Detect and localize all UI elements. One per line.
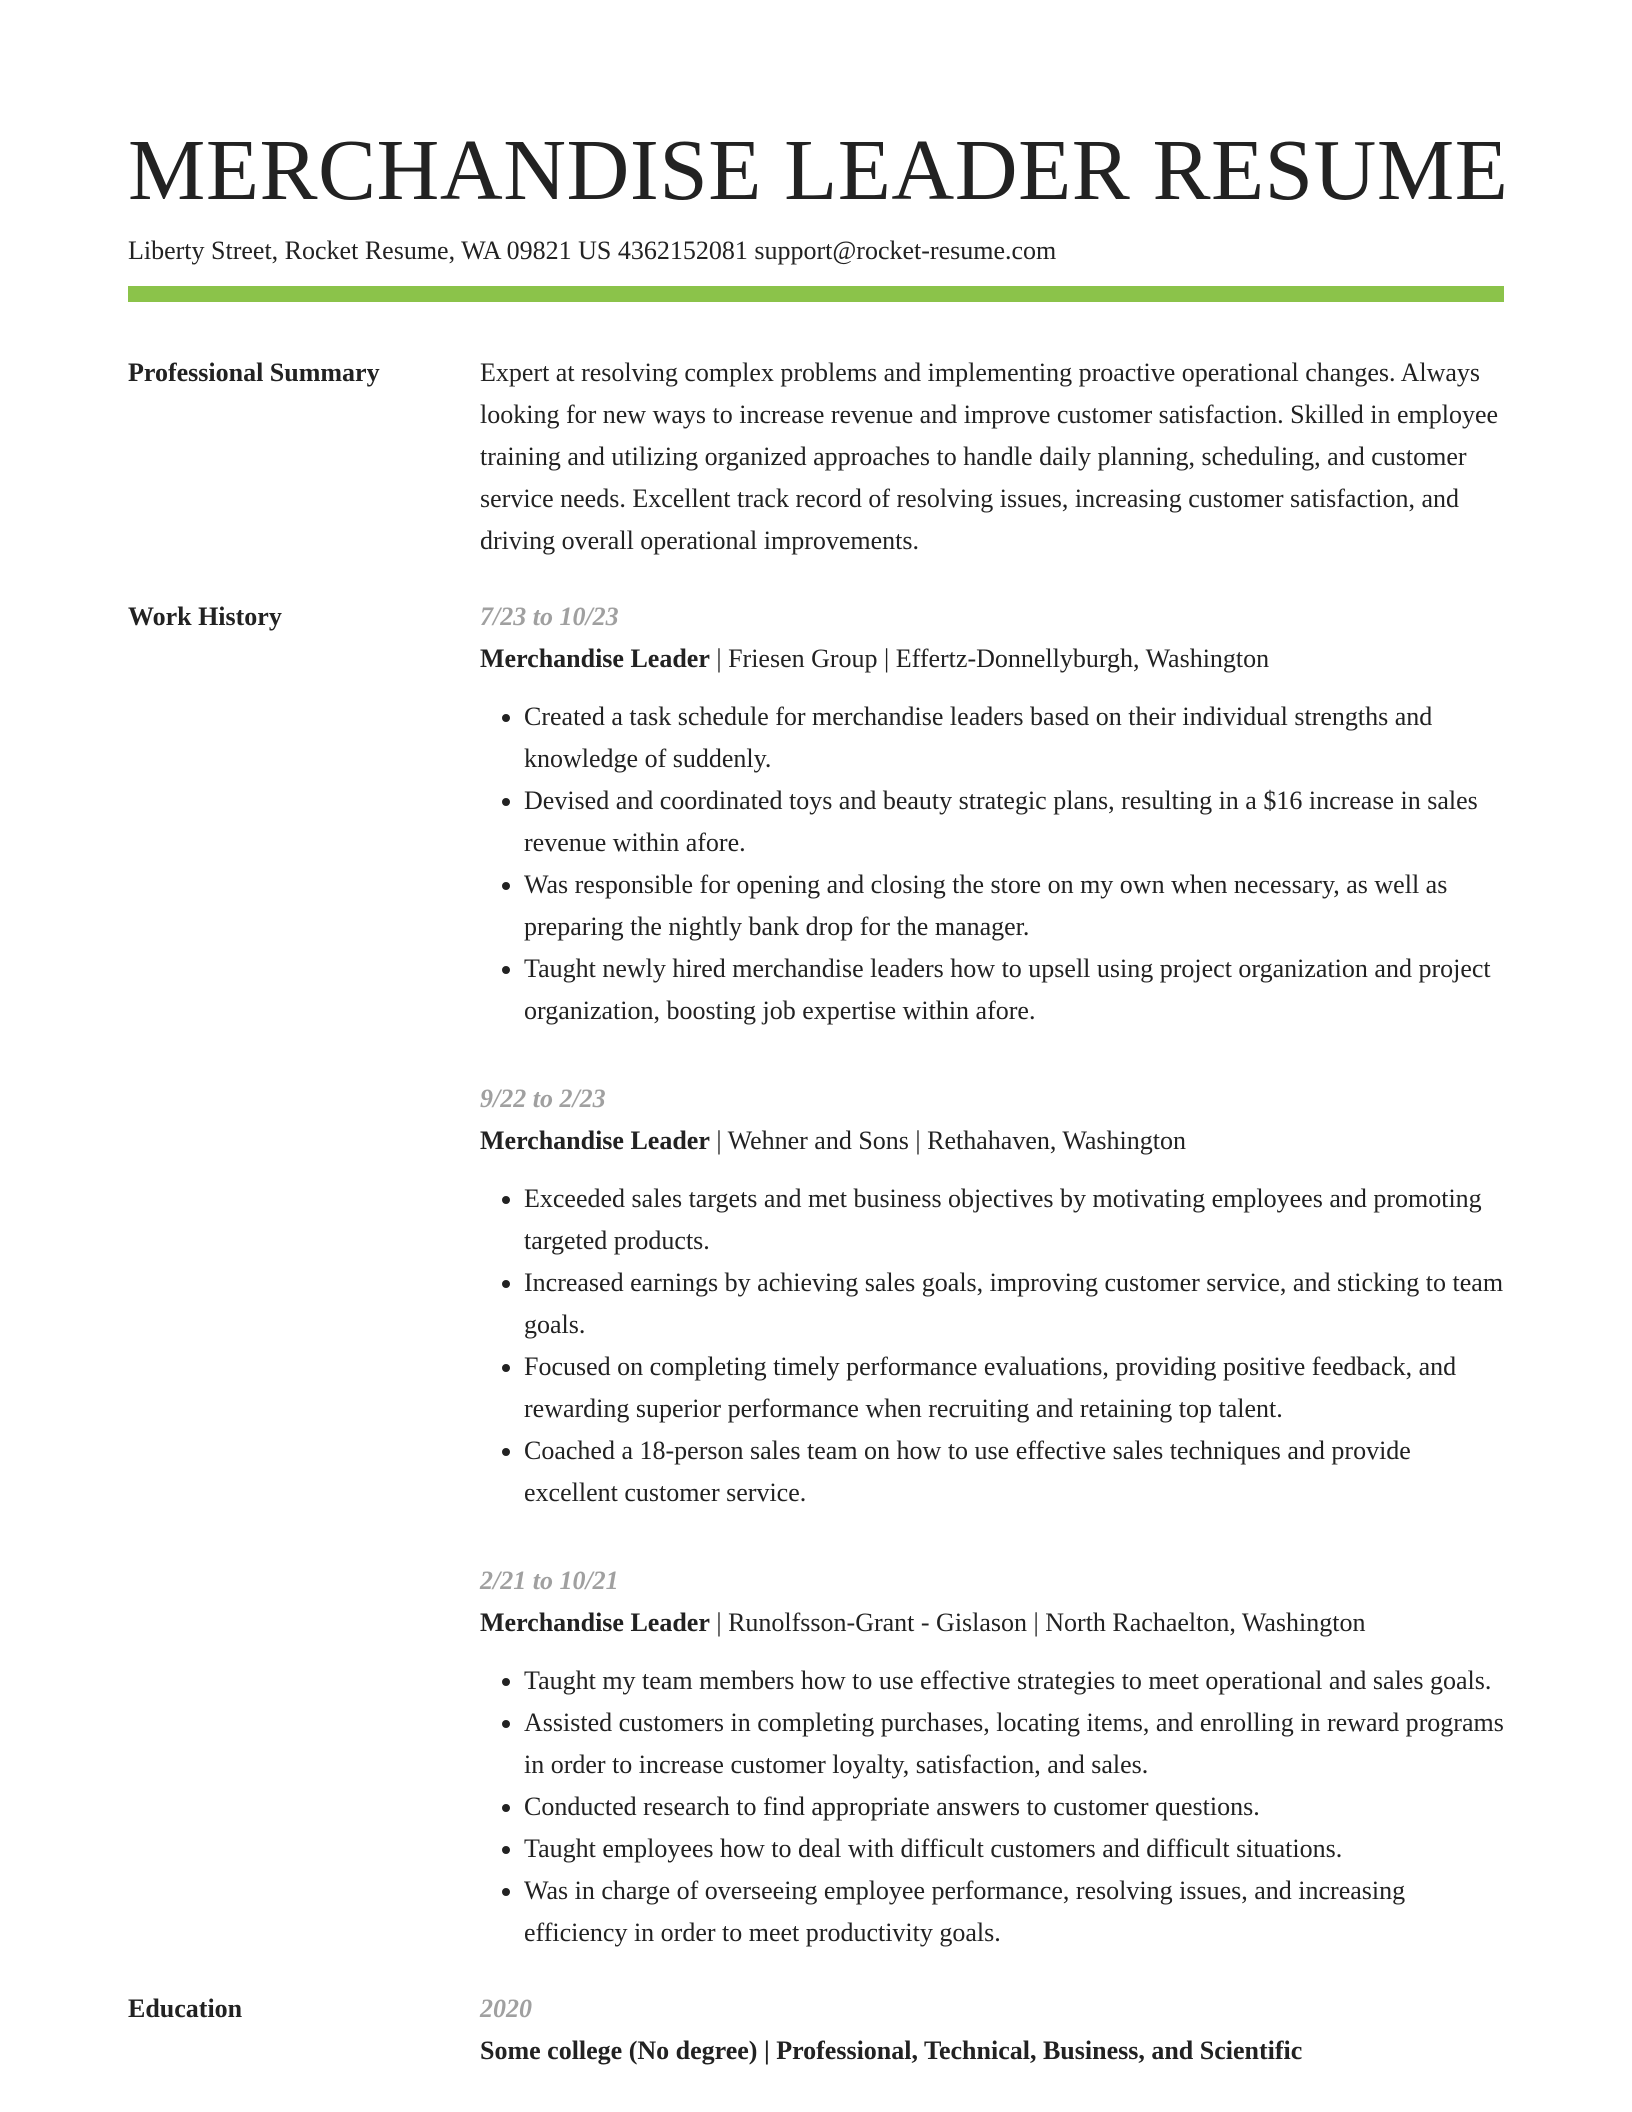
education-degree: Some college (No degree) | Professional, Technical, Business, and Scientific xyxy=(480,2036,1303,2065)
summary-text: Expert at resolving complex problems and implementing proactive operational changes. Always looking for new ways to increase revenue and improve customer satisfaction. Skilled in employee training and utilizing organized approaches to handle daily planning, scheduling, and customer service needs. Excellent track record of resolving issues, increasing customer satisfaction, and driving overall operational improvements. xyxy=(480,358,1499,555)
contact-info: Liberty Street, Rocket Resume, WA 09821 US 4362152081 support@rocket-resume.com xyxy=(128,236,1057,265)
list-item: • Coached a 18-person sales team on how to use effective sales techniques and provide excellent customer service. xyxy=(524,1430,1504,1514)
list-item: • Was responsible for opening and closing the store on my own when necessary, as well as preparing the nightly bank drop for the manager. xyxy=(524,864,1504,948)
job-bullets xyxy=(480,696,1504,1032)
job-bullets xyxy=(480,1178,1504,1514)
job-title: Merchandise Leader xyxy=(480,1608,710,1637)
summary-section xyxy=(128,352,1504,562)
education-section xyxy=(128,1988,1504,2072)
list-item: • Conducted research to find appropriate answers to customer questions. xyxy=(524,1786,1504,1828)
job-bullets xyxy=(480,1660,1504,1954)
list-item: • Focused on completing timely performance evaluations, providing positive feedback, and rewarding superior performance when recruiting and retaining top talent. xyxy=(524,1346,1504,1430)
education-body xyxy=(480,1988,1504,2072)
list-item: • Devised and coordinated toys and beauty strategic plans, resulting in a $16 increase in sales revenue within afore. xyxy=(524,780,1504,864)
education-label: Education xyxy=(128,1994,243,2023)
accent-divider xyxy=(128,286,1504,302)
job-heading xyxy=(480,1602,1504,1644)
list-item: • Taught my team members how to use effective strategies to meet operational and sales goals. xyxy=(524,1660,1504,1702)
job-details: | Friesen Group | Effertz-Donnellyburgh, Washington xyxy=(709,644,1270,673)
job-entry xyxy=(480,1560,1504,1954)
work-history-list xyxy=(480,596,1504,1954)
work-history-label: Work History xyxy=(128,602,282,631)
list-item: • Assisted customers in completing purchases, locating items, and enrolling in reward programs in order to increase customer loyalty, satisfaction, and sales. xyxy=(524,1702,1504,1786)
list-item: • Created a task schedule for merchandise leaders based on their individual strengths and knowledge of suddenly. xyxy=(524,696,1504,780)
education-year: 2020 xyxy=(480,1994,532,2023)
list-item: • Exceeded sales targets and met business objectives by motivating employees and promoting targeted products. xyxy=(524,1178,1504,1262)
job-entry xyxy=(480,1078,1504,1514)
summary-label: Professional Summary xyxy=(128,358,380,387)
job-entry xyxy=(480,596,1504,1032)
job-heading xyxy=(480,638,1504,680)
job-details: | Wehner and Sons | Rethahaven, Washington xyxy=(709,1126,1186,1155)
job-title: Merchandise Leader xyxy=(480,1126,710,1155)
job-dates: 7/23 to 10/23 xyxy=(480,602,619,631)
job-details: | Runolfsson-Grant - Gislason | North Rachaelton, Washington xyxy=(709,1608,1366,1637)
job-heading xyxy=(480,1120,1504,1162)
list-item: • Taught employees how to deal with difficult customers and difficult situations. xyxy=(524,1828,1504,1870)
resume-page xyxy=(128,118,1509,2072)
list-item: • Was in charge of overseeing employee performance, resolving issues, and increasing efficiency in order to meet productivity goals. xyxy=(524,1870,1504,1954)
work-history-section xyxy=(128,596,1504,1954)
resume-title: MERCHANDISE LEADER RESUME xyxy=(128,121,1509,218)
list-item: • Increased earnings by achieving sales goals, improving customer service, and sticking to team goals. xyxy=(524,1262,1504,1346)
list-item: • Taught newly hired merchandise leaders how to upsell using project organization and project organization, boosting job expertise within afore. xyxy=(524,948,1504,1032)
job-dates: 9/22 to 2/23 xyxy=(480,1084,606,1113)
job-title: Merchandise Leader xyxy=(480,644,710,673)
job-dates: 2/21 to 10/21 xyxy=(480,1566,619,1595)
